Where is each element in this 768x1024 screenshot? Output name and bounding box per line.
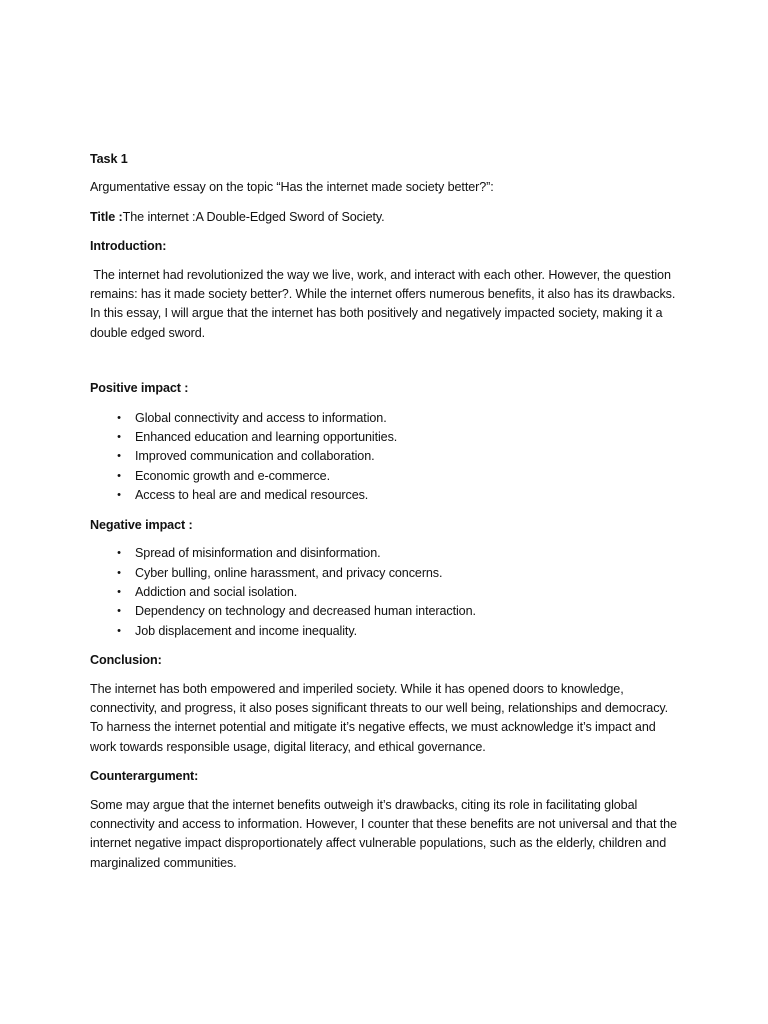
list-item-text: Global connectivity and access to information. bbox=[135, 410, 387, 425]
bullet-icon: • bbox=[117, 489, 121, 502]
negative-impact-heading: Negative impact : bbox=[90, 517, 193, 532]
counterargument-heading: Counterargument: bbox=[90, 769, 199, 784]
counterargument-paragraph: Some may argue that the internet benefits outweigh it’s drawbacks, citing its role in facilitating global connectivity and access to information. However, I counter that these benefits are not universal and that the internet negative impact disproportionately affect vulnerable populations, such as the elderly, children and marginalized communities. bbox=[90, 797, 677, 870]
bullet-icon: • bbox=[117, 411, 121, 424]
list-item bbox=[90, 583, 680, 602]
list-item bbox=[90, 467, 680, 486]
task-label: Task 1 bbox=[90, 152, 128, 166]
list-item bbox=[90, 409, 680, 428]
list-item-text: Economic growth and e-commerce. bbox=[135, 468, 330, 483]
list-item-text: Dependency on technology and decreased human interaction. bbox=[135, 604, 476, 619]
conclusion-heading: Conclusion: bbox=[90, 653, 162, 668]
positive-impact-heading: Positive impact : bbox=[90, 381, 189, 396]
bullet-icon: • bbox=[117, 566, 121, 579]
list-item-text: Addiction and social isolation. bbox=[135, 584, 298, 599]
bullet-icon: • bbox=[117, 469, 121, 482]
list-item-text: Job displacement and income inequality. bbox=[135, 623, 357, 638]
list-item bbox=[90, 602, 680, 621]
document-body bbox=[90, 150, 680, 883]
bullet-icon: • bbox=[117, 450, 121, 463]
list-item-text: Spread of misinformation and disinformation. bbox=[135, 546, 381, 561]
bullet-icon: • bbox=[117, 547, 121, 560]
bullet-icon: • bbox=[117, 605, 121, 618]
bullet-icon: • bbox=[117, 585, 121, 598]
negative-impact-list bbox=[90, 544, 680, 641]
title-label: Title : bbox=[90, 209, 123, 224]
positive-impact-list bbox=[90, 409, 680, 506]
list-item bbox=[90, 544, 680, 563]
bullet-icon: • bbox=[117, 624, 121, 637]
list-item-text: Cyber bulling, online harassment, and privacy concerns. bbox=[135, 565, 443, 580]
list-item bbox=[90, 428, 680, 447]
list-item bbox=[90, 564, 680, 583]
list-item bbox=[90, 622, 680, 641]
list-item-text: Access to heal are and medical resources. bbox=[135, 488, 369, 503]
introduction-paragraph: The internet had revolutionized the way we live, work, and interact with each other. However, the question remains: has it made society better?. While the internet offers numerous benefits, it also has its drawbacks. In this essay, I will argue that the internet has both positively and negatively impacted society, making it a double edged sword. bbox=[90, 267, 679, 340]
introduction-heading: Introduction: bbox=[90, 239, 167, 254]
list-item-text: Enhanced education and learning opportunities. bbox=[135, 430, 398, 445]
list-item bbox=[90, 447, 680, 466]
list-item bbox=[90, 486, 680, 505]
essay-title: The internet :A Double-Edged Sword of Society. bbox=[122, 209, 385, 224]
conclusion-paragraph: The internet has both empowered and imperiled society. While it has opened doors to knowledge, connectivity, and progress, it also poses significant threats to our well being, relationships and democracy. To harness the internet potential and mitigate it’s negative effects, we must acknowledge it’s impact and work towards responsible usage, digital literacy, and ethical governance. bbox=[90, 681, 669, 754]
essay-title-line bbox=[90, 208, 680, 227]
bullet-icon: • bbox=[117, 431, 121, 444]
topic-line: Argumentative essay on the topic “Has the internet made society better?”: bbox=[90, 180, 494, 195]
list-item-text: Improved communication and collaboration. bbox=[135, 449, 375, 464]
